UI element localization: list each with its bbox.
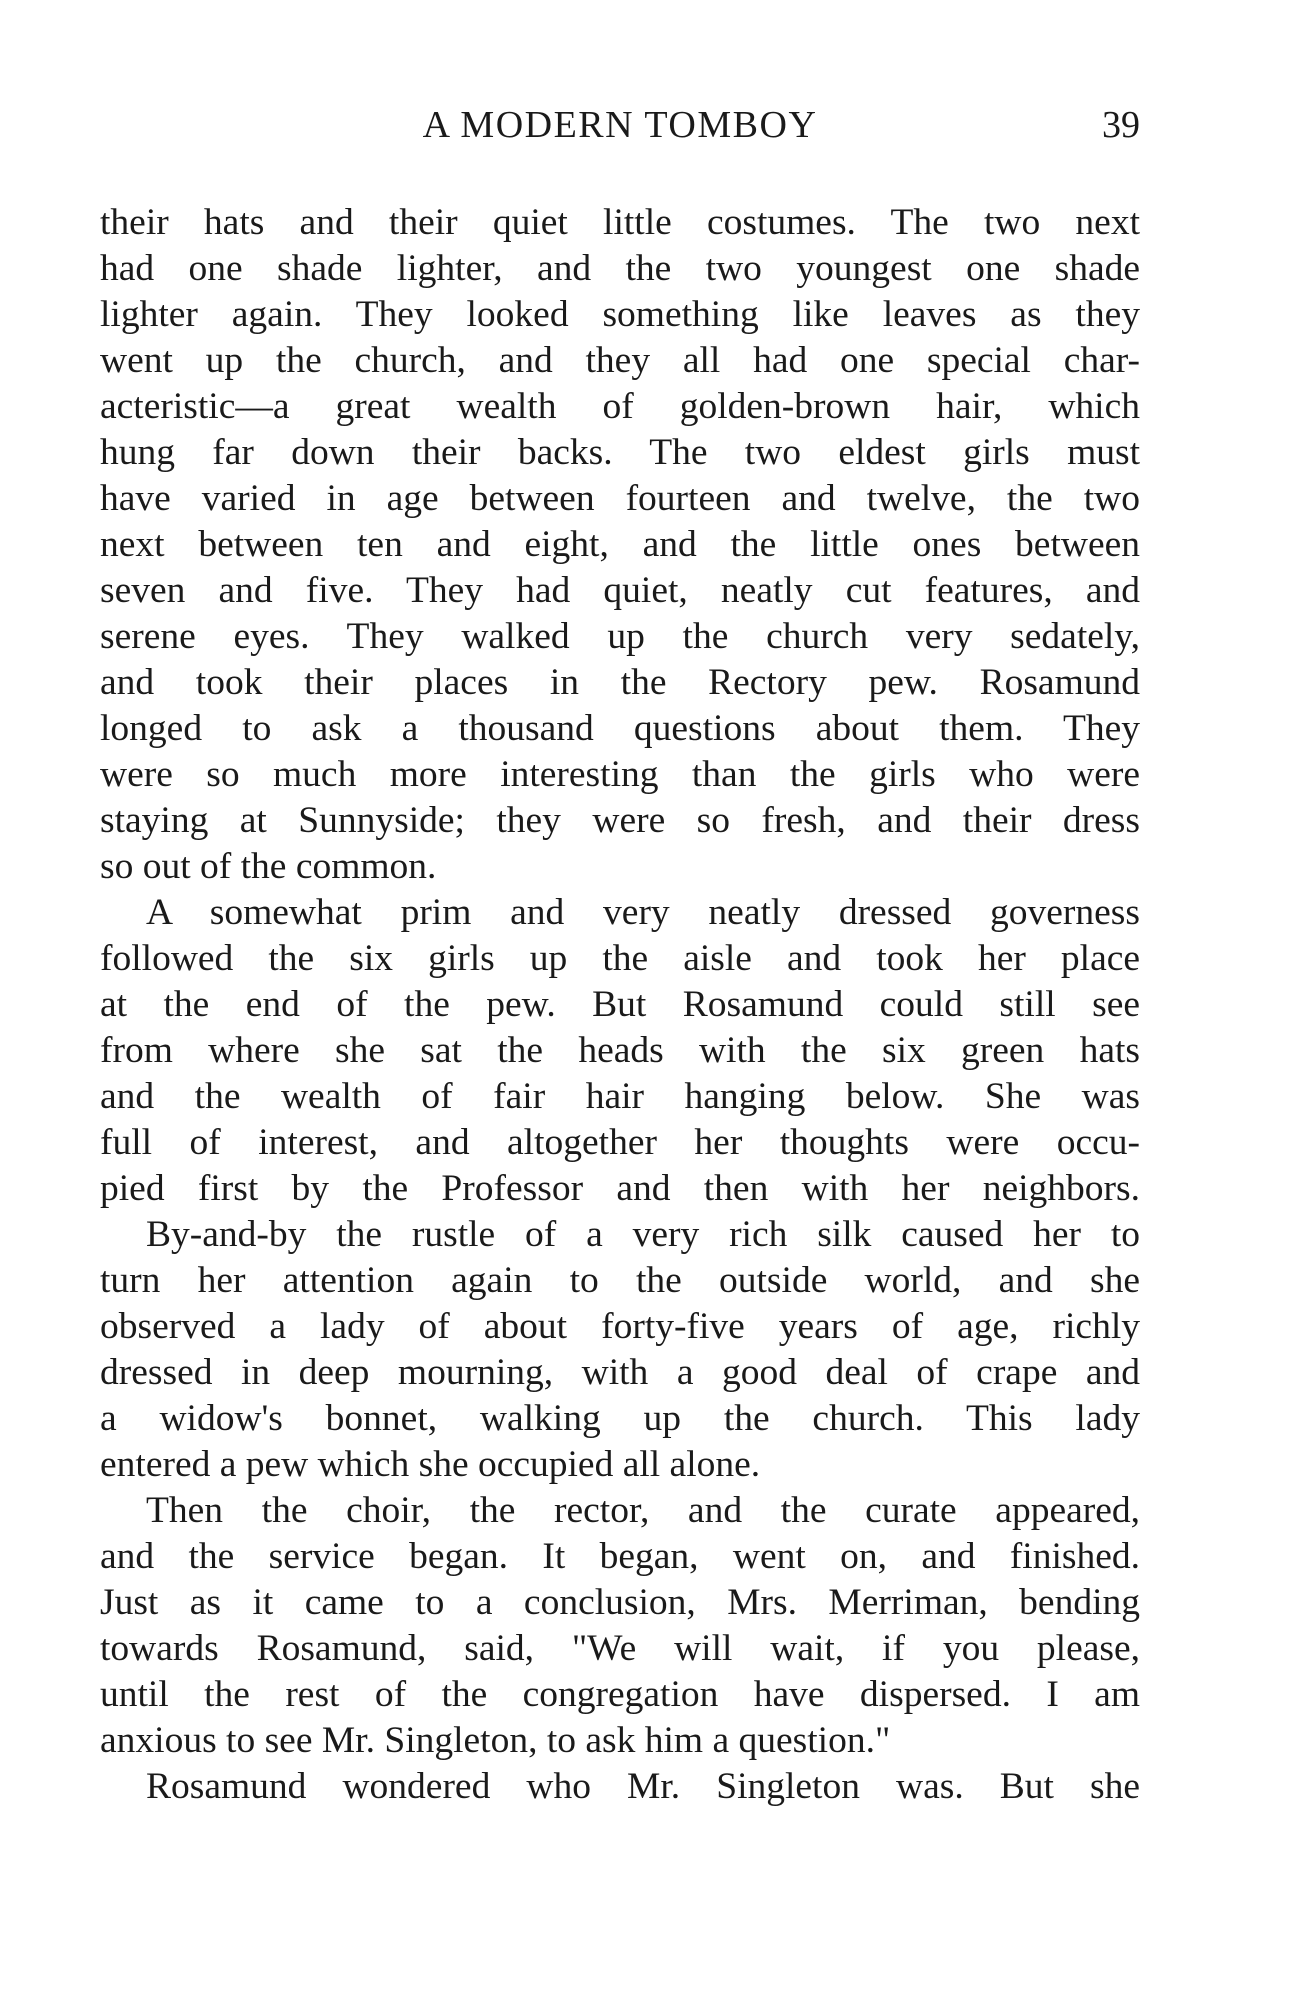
text-line: Rosamund wondered who Mr. Singleton was. But she <box>146 1766 1140 1807</box>
text-line: and the wealth of fair hair hanging below. She was <box>100 1076 1140 1117</box>
text-line: pied first by the Professor and then with her neighbors. <box>100 1168 1140 1209</box>
text-line: until the rest of the congregation have dispersed. I am <box>100 1674 1140 1715</box>
text-line: hung far down their backs. The two eldest girls must <box>100 432 1140 473</box>
text-line: longed to ask a thousand questions about them. They <box>100 708 1140 749</box>
text-line: next between ten and eight, and the little ones between <box>100 524 1140 565</box>
text-line: lighter again. They looked something like leaves as they <box>100 294 1140 335</box>
text-line: followed the six girls up the aisle and took her place <box>100 938 1140 979</box>
text-line: anxious to see Mr. Singleton, to ask him a question." <box>100 1720 891 1761</box>
text-line: A somewhat prim and very neatly dressed governess <box>146 892 1140 933</box>
text-line: have varied in age between fourteen and twelve, the two <box>100 478 1140 519</box>
text-line: observed a lady of about forty-five years of age, richly <box>100 1306 1140 1347</box>
text-line: went up the church, and they all had one special char- <box>100 340 1140 381</box>
text-line: and the service began. It began, went on, and finished. <box>100 1536 1140 1577</box>
running-head <box>100 100 1140 150</box>
text-line: at the end of the pew. But Rosamund could still see <box>100 984 1140 1025</box>
text-line: entered a pew which she occupied all alone. <box>100 1444 761 1485</box>
text-line: a widow's bonnet, walking up the church. This lady <box>100 1398 1140 1439</box>
text-line: full of interest, and altogether her thoughts were occu- <box>100 1122 1140 1163</box>
text-line: so out of the common. <box>100 846 437 887</box>
text-line: were so much more interesting than the girls who were <box>100 754 1140 795</box>
text-line: staying at Sunnyside; they were so fresh, and their dress <box>100 800 1140 841</box>
body-text <box>100 200 1140 1810</box>
text-line: Just as it came to a conclusion, Mrs. Merriman, bending <box>100 1582 1140 1623</box>
running-title: A MODERN TOMBOY <box>422 104 818 146</box>
text-line: serene eyes. They walked up the church very sedately, <box>100 616 1140 657</box>
text-line: and took their places in the Rectory pew. Rosamund <box>100 662 1140 703</box>
text-line: turn her attention again to the outside world, and she <box>100 1260 1140 1301</box>
text-line: had one shade lighter, and the two youngest one shade <box>100 248 1140 289</box>
text-line: By-and-by the rustle of a very rich silk caused her to <box>146 1214 1140 1255</box>
text-line: towards Rosamund, said, "We will wait, if you please, <box>100 1628 1140 1669</box>
text-line: their hats and their quiet little costumes. The two next <box>100 202 1140 243</box>
text-line: seven and five. They had quiet, neatly cut features, and <box>100 570 1140 611</box>
text-line: acteristic—a great wealth of golden-brown hair, which <box>100 386 1140 427</box>
text-line: Then the choir, the rector, and the curate appeared, <box>146 1490 1140 1531</box>
text-line: dressed in deep mourning, with a good deal of crape and <box>100 1352 1140 1393</box>
page-number: 39 <box>1102 104 1140 146</box>
text-line: from where she sat the heads with the six green hats <box>100 1030 1140 1071</box>
